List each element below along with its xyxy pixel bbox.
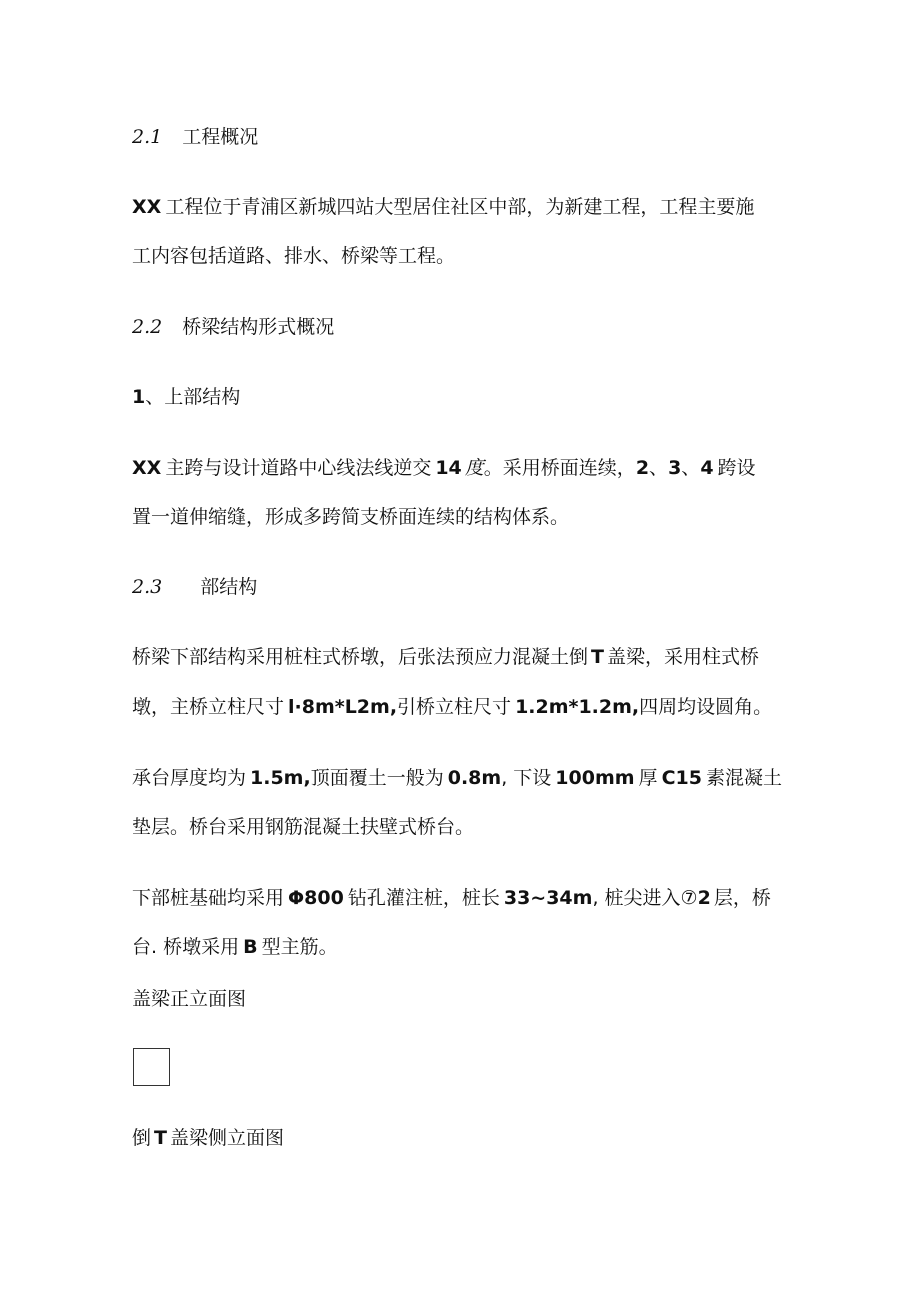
subsection-heading-1 <box>132 384 240 410</box>
text: 层，桥 <box>713 887 771 909</box>
cushion-thickness: 100mm <box>555 767 635 789</box>
caption-text: 盖梁正立面图 <box>132 988 247 1010</box>
paragraph-lower-1-line-2 <box>132 694 772 720</box>
text: 素混凝土 <box>705 767 782 789</box>
section-title: 桥梁结构形式概况 <box>182 316 335 338</box>
cap-thickness: 1.5m, <box>250 767 311 789</box>
angle-unit: 度 <box>464 457 484 479</box>
text: , 桩尖进入⑦ <box>592 887 698 909</box>
text: 工内容包括道路、排水、桥梁等工程。 <box>132 245 456 267</box>
text: 主跨与设计道路中心线法线逆交 <box>165 457 432 479</box>
text: 下部桩基础均采用 <box>132 887 285 909</box>
text: 。采用桥面连续， <box>483 457 636 479</box>
paragraph-overview-line-2 <box>132 243 455 269</box>
paragraph-lower-3-line-1 <box>132 885 771 911</box>
beam-type: T <box>591 646 604 668</box>
text: 承台厚度均为 <box>132 767 247 789</box>
caption-text: 盖梁侧立面图 <box>169 1127 284 1149</box>
approach-column-size: 1.2m*1.2m, <box>515 696 640 718</box>
section-number: 2.2 <box>132 316 163 338</box>
text: 工程位于青浦区新城四站大型居住社区中部，为新建工程，工程主要施 <box>165 196 755 218</box>
paragraph-lower-1-line-1 <box>132 644 759 670</box>
text: 、 <box>681 457 701 479</box>
text: 墩，主桥立柱尺寸 <box>132 696 285 718</box>
layer-number: 2 <box>697 887 711 909</box>
pile-diameter: Φ800 <box>288 887 344 909</box>
span-number: 4 <box>700 457 714 479</box>
text: , 下设 <box>501 767 552 789</box>
figure-caption-front-elevation <box>132 986 246 1012</box>
paragraph-lower-2-line-2 <box>132 814 474 840</box>
concrete-grade: C15 <box>661 767 702 789</box>
text: 台. 桥墩采用 <box>132 936 240 958</box>
figure-image-placeholder <box>133 1048 170 1086</box>
section-heading-2-3 <box>132 574 257 600</box>
text: 引桥立柱尺寸 <box>397 696 512 718</box>
caption-text: 倒 <box>132 1127 152 1149</box>
beam-type: T <box>154 1127 167 1149</box>
figure-caption-side-elevation <box>132 1125 284 1151</box>
section-heading-2-2 <box>132 314 334 340</box>
section-heading-2-1 <box>132 124 258 150</box>
text: 、 <box>649 457 669 479</box>
text: 桥梁下部结构采用桩柱式桥墩，后张法预应力混凝土倒 <box>132 646 589 668</box>
project-code: XX <box>132 457 162 479</box>
text: 盖梁，采用柱式桥 <box>606 646 759 668</box>
text: 四周均设圆角。 <box>639 696 773 718</box>
subsection-title: 、上部结构 <box>145 386 241 408</box>
paragraph-lower-2-line-1 <box>132 765 782 791</box>
text: 型主筋。 <box>261 936 338 958</box>
paragraph-upper-line-1 <box>132 455 756 481</box>
text: 钻孔灌注桩，桩长 <box>347 887 500 909</box>
rebar-type: B <box>243 936 258 958</box>
text: 垫层。桥台采用钢筋混凝土扶壁式桥台。 <box>132 816 475 838</box>
paragraph-overview-line-1 <box>132 194 754 220</box>
span-number: 2 <box>635 457 650 479</box>
pile-length: 33~34m <box>503 887 593 909</box>
soil-cover: 0.8m <box>447 767 502 789</box>
paragraph-upper-line-2 <box>132 504 569 530</box>
subsection-number: 1 <box>132 386 146 408</box>
text: 置一道伸缩缝，形成多跨简支桥面连续的结构体系。 <box>132 506 570 528</box>
text: 顶面覆土一般为 <box>310 767 444 789</box>
text: 跨设 <box>717 457 756 479</box>
paragraph-lower-3-line-2 <box>132 934 338 960</box>
angle-value: 14 <box>435 457 462 479</box>
section-title: 部结构 <box>200 576 258 598</box>
text: 厚 <box>638 767 658 789</box>
section-number: 2.1 <box>132 126 163 148</box>
main-column-size: l·8m*L2m, <box>288 696 398 718</box>
project-code: XX <box>132 196 162 218</box>
span-number: 3 <box>668 457 682 479</box>
section-title: 工程概况 <box>182 126 259 148</box>
section-number: 2.3 <box>132 576 163 598</box>
